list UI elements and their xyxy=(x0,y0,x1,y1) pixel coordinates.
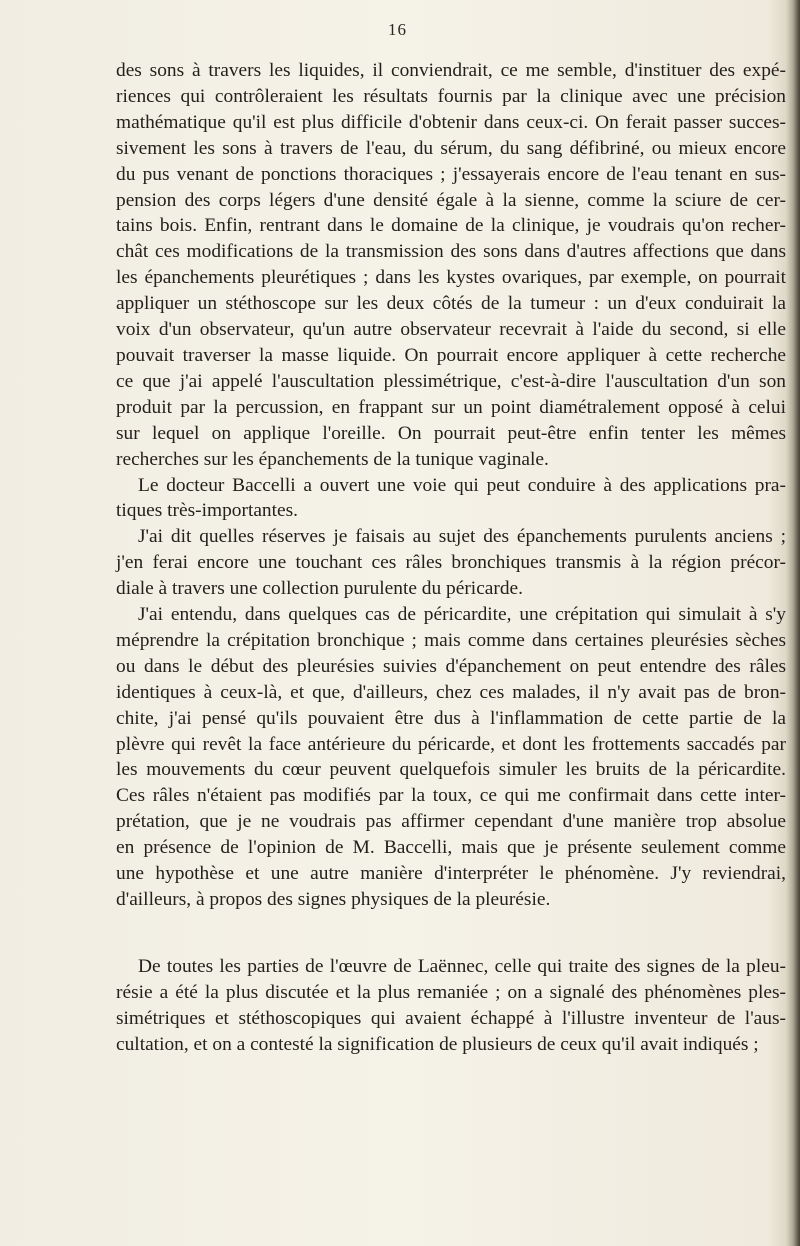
text-line: résie a été la plus discutée et la plus remaniée ; on a signalé des phénomènes ples- xyxy=(116,981,786,1003)
text-line: appliquer un stéthoscope sur les deux côtés de la tumeur : un d'eux conduirait la xyxy=(116,293,786,315)
text-line: j'en ferai encore une touchant ces râles bronchiques transmis à la région précor- xyxy=(116,552,786,574)
paragraph xyxy=(116,524,786,602)
text-line: J'ai entendu, dans quelques cas de péricardite, une crépitation qui simulait à s'y xyxy=(138,604,786,626)
page-edge-shadow xyxy=(786,0,800,1246)
text-line: les mouvements du cœur peuvent quelquefois simuler les bruits de la péricardite. xyxy=(116,759,786,781)
text-line: sivement les sons à travers de l'eau, du sérum, du sang défibriné, ou mieux encore xyxy=(116,137,786,159)
text-line: mathématique qu'il est plus difficile d'obtenir dans ceux-ci. On ferait passer succes- xyxy=(116,111,786,133)
text-line: cultation, et on a contesté la signification de plusieurs de ceux qu'il avait indiqués ; xyxy=(116,1033,759,1055)
text-line: identiques à ceux-là, et que, d'ailleurs, chez ces malades, il n'y avait pas de bron- xyxy=(116,681,786,703)
text-line: en présence de l'opinion de M. Baccelli, mais que je présente seulement comme xyxy=(116,837,786,859)
section-gap xyxy=(116,913,786,954)
text-line: du pus venant de ponctions thoraciques ; j'essayerais encore de l'eau tenant en sus- xyxy=(116,163,786,185)
text-line: Le docteur Baccelli a ouvert une voie qui peut conduire à des applications pra- xyxy=(138,474,786,496)
text-line: Ces râles n'étaient pas modifiés par la toux, ce qui me confirmait dans cette inter- xyxy=(116,785,786,807)
text-line: méprendre la crépitation bronchique ; mais comme dans certaines pleurésies sèches xyxy=(116,629,786,651)
text-line: prétation, que je ne voudrais pas affirmer cependant d'une manière trop absolue xyxy=(116,811,786,833)
text-line: De toutes les parties de l'œuvre de Laënnec, celle qui traite des signes de la pleu- xyxy=(138,955,786,977)
text-line: d'ailleurs, à propos des signes physiques de la pleurésie. xyxy=(116,889,551,910)
paragraph xyxy=(116,602,786,913)
text-line: produit par la percussion, en frappant sur un point diamétralement opposé à celui xyxy=(116,396,786,418)
text-line: tiques très-importantes. xyxy=(116,500,299,522)
text-line: recherches sur les épanchements de la tunique vaginale. xyxy=(116,448,549,470)
text-line: sur lequel on applique l'oreille. On pourrait peut-être enfin tenter les mêmes xyxy=(116,422,786,444)
text-line: tains bois. Enfin, rentrant dans le domaine de la clinique, je voudrais qu'on recher- xyxy=(116,215,786,237)
text-line: les épanchements pleurétiques ; dans les kystes ovariques, par exemple, on pourrait xyxy=(116,267,786,289)
text-line: J'ai dit quelles réserves je faisais au sujet des épanchements purulents anciens ; xyxy=(138,526,786,548)
body-text xyxy=(116,58,786,1058)
text-line: plèvre qui revêt la face antérieure du péricarde, et dont les frottements saccadés par xyxy=(116,733,786,755)
text-line: ce que j'ai appelé l'auscultation plessimétrique, c'est-à-dire l'auscultation d'un son xyxy=(116,370,786,392)
text-line: voix d'un observateur, qu'un autre observateur recevrait à l'aide du second, si elle xyxy=(116,319,786,341)
text-line: des sons à travers les liquides, il conviendrait, ce me semble, d'instituer des expé- xyxy=(116,60,786,81)
text-line: pension des corps légers d'une densité égale à la sienne, comme la sciure de cer- xyxy=(116,189,786,211)
text-line: une hypothèse et une autre manière d'interpréter le phénomène. J'y reviendrai, xyxy=(116,863,786,885)
text-line: ou dans le début des pleurésies suivies d'épanchement on peut entendre des râles xyxy=(116,655,786,677)
paragraph xyxy=(116,58,786,473)
paragraph xyxy=(116,954,786,1058)
page-number: 16 xyxy=(388,20,407,39)
text-line: simétriques et stéthoscopiques qui avaient échappé à l'illustre inventeur de l'aus- xyxy=(116,1007,786,1029)
text-line: chât ces modifications de la transmission des sons dans d'autres affections que dans xyxy=(116,241,786,263)
paragraph xyxy=(116,473,786,525)
text-line: riences qui contrôleraient les résultats fournis par la clinique avec une précision xyxy=(116,85,786,107)
text-line: diale à travers une collection purulente du péricarde. xyxy=(116,578,524,600)
text-line: pouvait traverser la masse liquide. On pourrait encore appliquer à cette recherche xyxy=(116,344,786,366)
text-line: chite, j'ai pensé qu'ils pouvaient être dus à l'inflammation de cette partie de la xyxy=(116,707,786,729)
